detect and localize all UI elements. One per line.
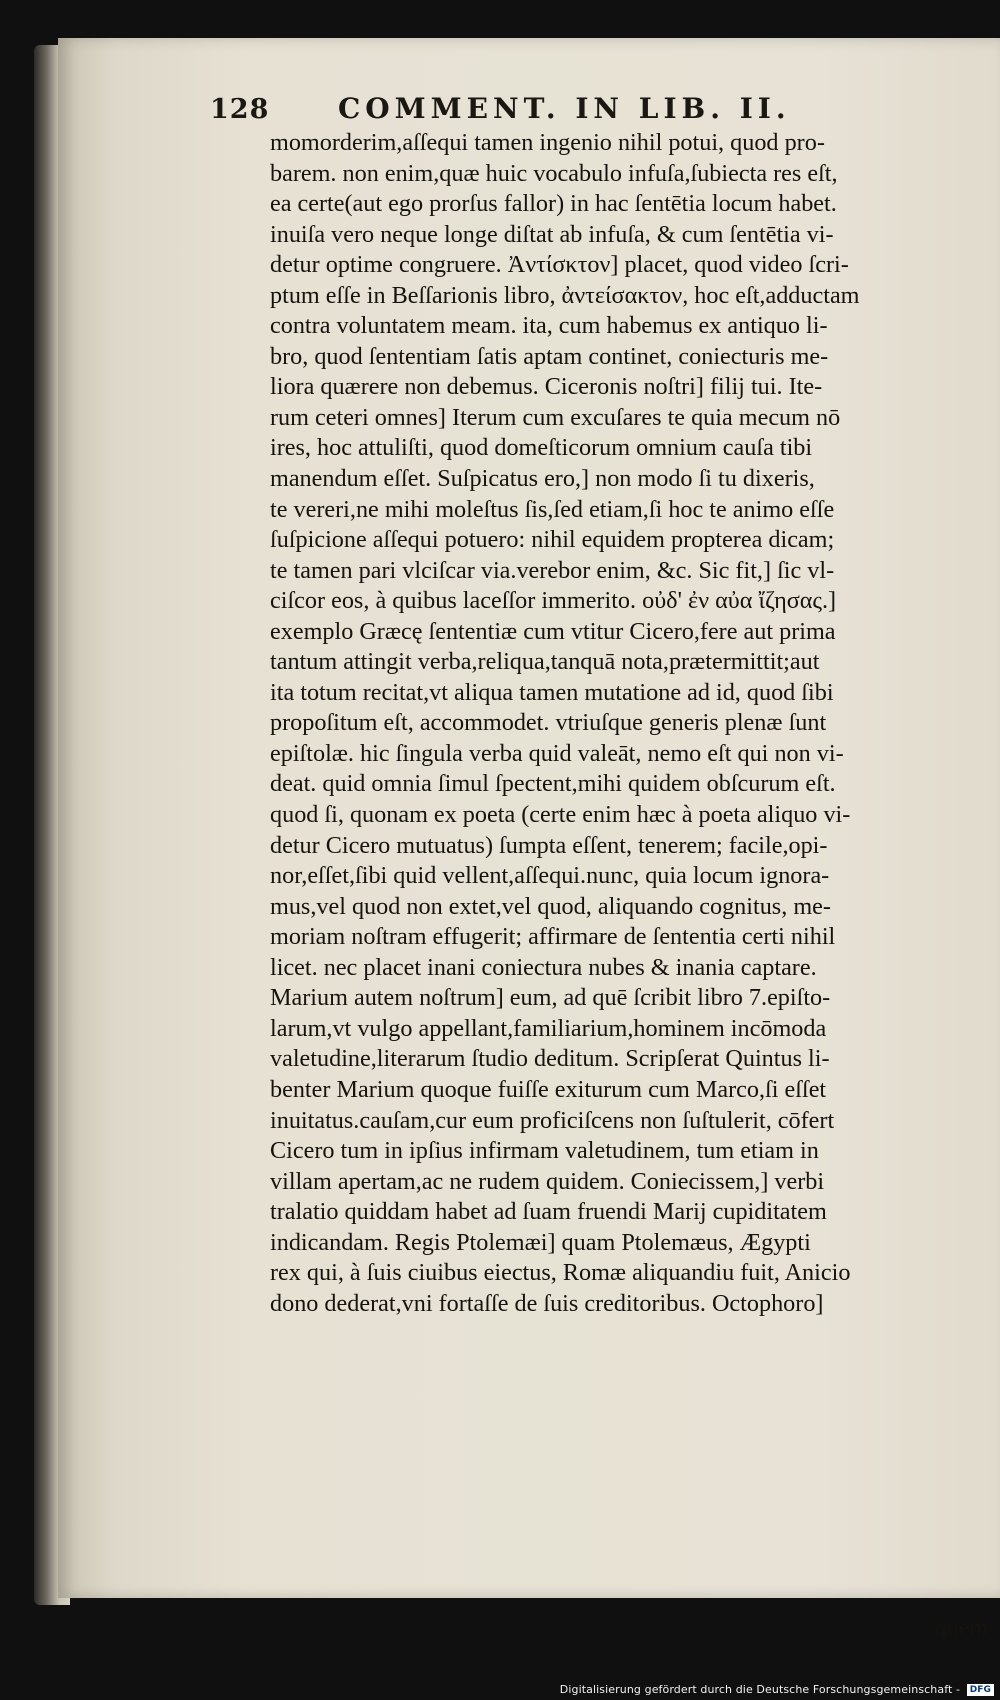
text-line: ires, hoc attuliſti, quod domeſticorum omnium cauſa tibi	[270, 434, 813, 462]
text-line: villam apertam,ac ne rudem quidem. Coniecissem,] verbi	[270, 1167, 825, 1195]
text-line: detur Cicero mutuatus) ſumpta eſſent, tenerem; facile,opi-	[270, 831, 828, 859]
text-line: indicandam. Regis Ptolemæi] quam Ptolemæus, Ægypti	[270, 1228, 811, 1256]
text-line: ſuſpicione aſſequi potuero: nihil equidem propterea dicam;	[270, 526, 835, 554]
text-line: liora quærere non debemus. Ciceronis noſtri] filij tui. Ite-	[270, 373, 823, 401]
text-line: moriam noſtram effugerit; affirmare de ſententia certi nihil	[270, 923, 836, 951]
page-header	[210, 52, 860, 125]
text-line: ita totum recitat,vt aliqua tamen mutatione ad id, quod ſibi	[270, 678, 834, 706]
text-line: rex qui, à ſuis ciuibus eiectus, Romæ aliquandiu fuit, Anicio	[270, 1259, 851, 1287]
text-line: licet. nec placet inani coniectura nubes & inania captare.	[270, 953, 817, 981]
text-line: valetudine,literarum ſtudio deditum. Scripſerat Quintus li-	[270, 1045, 830, 1073]
text-line: ciſcor eos, à quibus laceſſor immerito. οὐδ' ἐν αὐα ἴζησας.]	[270, 587, 837, 615]
text-line: deat. quid omnia ſimul ſpectent,mihi quidem obſcurum eſt.	[270, 770, 836, 798]
text-line: rum ceteri omnes] Iterum cum excuſares te quia mecum nō	[270, 403, 841, 431]
text-line: epiſtolæ. hic ſingula verba quid valeāt, nemo eſt qui non vi-	[270, 739, 844, 767]
text-line: te vereri,ne mihi moleſtus ſis,ſed etiam,ſi hoc te animo eſſe	[270, 495, 835, 523]
page-number: 128	[210, 94, 270, 125]
text-line: detur optime congruere. Ἀντίσκτον] placet, quod video ſcri-	[270, 251, 849, 279]
text-line: contra voluntatem meam. ita, cum habemus ex antiquo li-	[270, 312, 828, 340]
text-line: ptum eſſe in Beſſarionis libro, ἀντείσακτον, hoc eſt,adductam	[270, 281, 860, 309]
text-line: Marium autem noſtrum] eum, ad quē ſcribit libro 7.epiſto-	[270, 984, 831, 1012]
text-line: Cicero tum in ipſius infirmam valetudinem, tum etiam in	[270, 1137, 819, 1165]
credit-text: Digitalisierung gefördert durch die Deutsche Forschungsgemeinschaft -	[559, 1683, 961, 1696]
text-line: ea certe(aut ego prorſus fallor) in hac ſentētia locum habet.	[270, 190, 837, 218]
text-line: propoſitum eſt, accommodet. vtriuſque generis plenæ ſunt	[270, 709, 827, 737]
text-line: nor,eſſet,ſibi quid vellent,aſſequi.nunc, quia locum ignora-	[270, 862, 830, 890]
text-line: tralatio quiddam habet ad ſuam fruendi Marij cupiditatem	[270, 1198, 827, 1226]
text-line: tantum attingit verba,reliqua,tanquā nota,prætermittit;aut	[270, 648, 820, 676]
text-line: quod ſi, quonam ex poeta (certe enim hæc à poeta aliquo vi-	[270, 801, 851, 829]
running-head: COMMENT. IN LIB. II.	[338, 92, 791, 125]
text-line: bro, quod ſententiam ſatis aptam continet, coniecturis me-	[270, 342, 829, 370]
catchword: quem	[934, 1615, 988, 1641]
text-line: dono dederat,vni fortaſſe de ſuis creditoribus. Octophoro]	[270, 1289, 824, 1317]
dfg-logo: DFG	[967, 1684, 994, 1696]
digitization-credit	[560, 1683, 994, 1696]
text-line: larum,vt vulgo appellant,familiarium,hominem incōmoda	[270, 1014, 827, 1042]
text-line: inuitatus.cauſam,cur eum proficiſcens non ſuſtulerit, cōfert	[270, 1106, 835, 1134]
text-line: exemplo Græcę ſententiæ cum vtitur Cicero,fere aut prima	[270, 617, 836, 645]
body-text	[270, 128, 970, 1319]
text-line: momorderim,aſſequi tamen ingenio nihil potui, quod pro-	[270, 129, 825, 156]
text-line: te tamen pari vlciſcar via.verebor enim, &c. Sic fit,] ſic vl-	[270, 556, 835, 584]
text-line: mus,vel quod non extet,vel quod, aliquando cognitus, me-	[270, 892, 831, 920]
text-line: barem. non enim,quæ huic vocabulo infuſa,ſubiecta res eſt,	[270, 159, 838, 187]
text-line: inuiſa vero neque longe diſtat ab infuſa, & cum ſentētia vi-	[270, 220, 834, 248]
text-line: manendum eſſet. Suſpicatus ero,] non modo ſi tu dixeris,	[270, 465, 815, 493]
text-line: benter Marium quoque fuiſſe exiturum cum Marco,ſi eſſet	[270, 1075, 827, 1103]
